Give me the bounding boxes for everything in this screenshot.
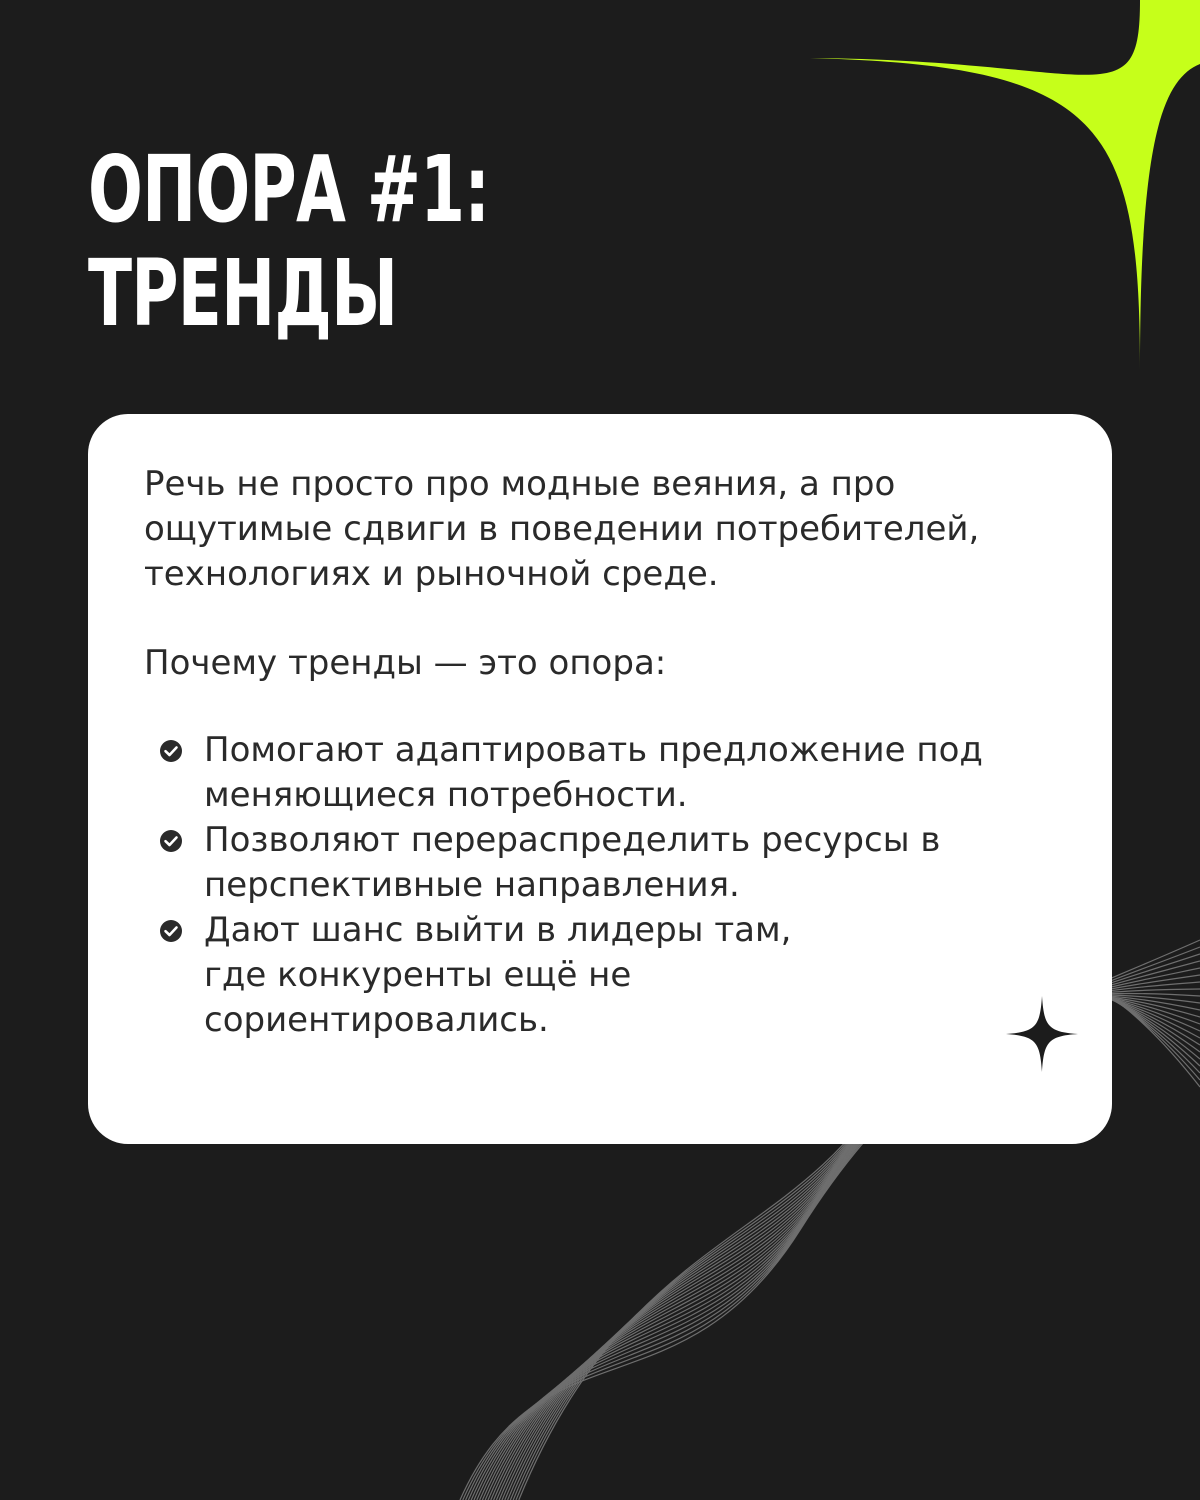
bullet-text: Помогают адаптировать предложение под меняющиеся потребности. — [204, 730, 983, 815]
title-line-1: ОПОРА #1: — [88, 136, 490, 243]
bullet-text: Дают шанс выйти в лидеры там, где конкуренты ещё не сориентировались. — [204, 910, 792, 1040]
list-item — [158, 908, 1060, 1043]
list-item — [158, 728, 1060, 818]
check-circle-icon — [158, 738, 184, 764]
page-title — [88, 138, 489, 346]
sparkle-icon — [1006, 996, 1078, 1072]
list-item — [158, 818, 1060, 908]
why-heading: Почему тренды — это опора: — [144, 643, 667, 683]
content-card — [88, 414, 1112, 1144]
four-point-star-icon — [790, 0, 1200, 380]
check-circle-icon — [158, 918, 184, 944]
intro-paragraph: Речь не просто про модные веяния, а про ощутимые сдвиги в поведении потребителей, технологиях и рыночной среде. — [144, 464, 980, 594]
title-line-2: ТРЕНДЫ — [88, 240, 398, 347]
bullet-text: Позволяют перераспределить ресурсы в перспективные направления. — [204, 820, 941, 905]
bullet-list — [158, 728, 1060, 1043]
check-circle-icon — [158, 828, 184, 854]
